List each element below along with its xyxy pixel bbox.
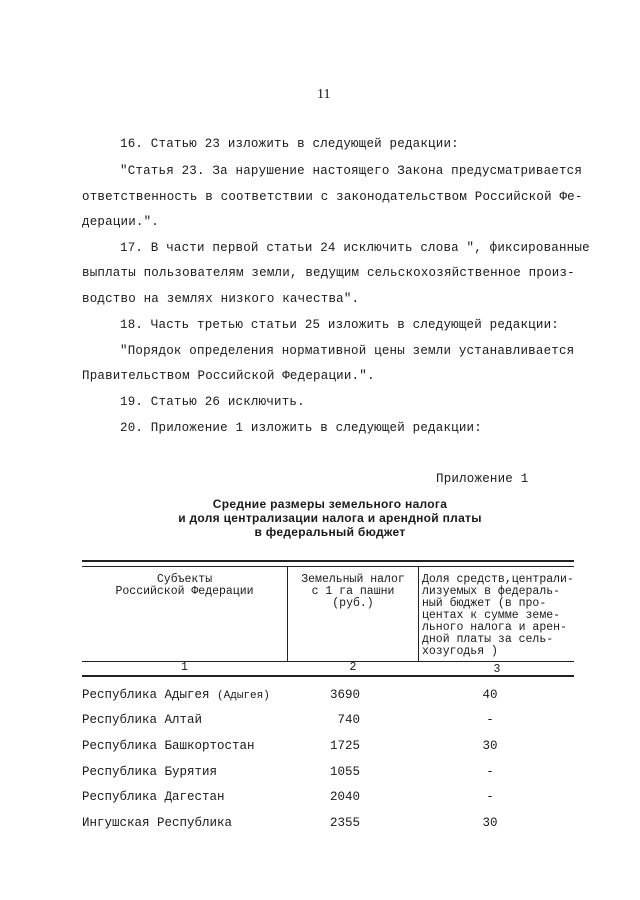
- region-name: Республика Башкортостан: [82, 739, 255, 753]
- tax-value: 740: [337, 713, 360, 727]
- column-header-tax: Земельный налог: [301, 573, 405, 586]
- column-header-share: Доля средств,централи-: [422, 573, 574, 586]
- column-header-subjects: Субъекты: [156, 573, 213, 586]
- column-header-tax: (руб.): [332, 597, 374, 610]
- region-name: Республика Алтай: [82, 713, 203, 727]
- paragraph-line: 17. В части первой статьи 24 исключить слова ", фиксированные: [120, 241, 590, 255]
- paragraph-line: 18. Часть третью статьи 25 изложить в следующей редакции:: [120, 318, 559, 332]
- column-number: 2: [349, 661, 357, 674]
- tax-value: 1055: [329, 765, 360, 779]
- tax-value: 3690: [329, 688, 360, 702]
- paragraph-line: дерации.".: [82, 215, 160, 229]
- region-name: Республика Бурятия: [82, 765, 218, 779]
- region-name: Республика Адыгея: [82, 688, 210, 702]
- share-value: 30: [482, 816, 498, 830]
- share-value: -: [486, 765, 494, 779]
- share-value: -: [486, 713, 494, 727]
- column-header-share: льного налога и арен-: [422, 621, 567, 634]
- table-top-rule-thin: [82, 566, 574, 567]
- table-title-line: и доля централизации налога и арендной платы: [178, 511, 482, 525]
- paragraph-line: Правительством Российской Федерации.".: [82, 369, 375, 383]
- column-divider: [418, 566, 419, 662]
- paragraph-line: "Порядок определения нормативной цены земли устанавливается: [120, 344, 575, 358]
- column-number: 3: [493, 663, 501, 676]
- table-title-line: в федеральный бюджет: [254, 525, 406, 539]
- table-title-line: Средние размеры земельного налога: [212, 497, 448, 511]
- paragraph-line: водство на землях низкого качества".: [82, 292, 360, 306]
- column-header-share: ный бюджет (в про-: [422, 597, 547, 610]
- region-name: Ингушская Республика: [82, 816, 233, 830]
- column-number: 1: [181, 661, 188, 674]
- column-header-share: центах к сумме земе-: [422, 609, 561, 622]
- column-header-subjects: Российской Федерации: [115, 585, 254, 598]
- region-note: (Адыгея): [217, 690, 270, 702]
- paragraph-line: ответственность в соответствии с законодательством Российской Фе-: [82, 190, 583, 204]
- paragraph-line: выплаты пользователям земли, ведущим сельскохозяйственное произ-: [82, 266, 575, 280]
- paragraph-line: 20. Приложение 1 изложить в следующей редакции:: [120, 421, 482, 435]
- tax-value: 2040: [329, 790, 360, 804]
- share-value: -: [486, 790, 494, 804]
- column-header-tax: с 1 га пашни: [311, 585, 395, 598]
- column-header-share: хозугодья ): [422, 645, 498, 658]
- appendix-label: Приложение 1: [436, 472, 529, 486]
- page-number: 11: [317, 87, 331, 102]
- share-value: 30: [482, 739, 498, 753]
- paragraph-line: 16. Статью 23 изложить в следующей редакции:: [120, 137, 459, 151]
- column-header-share: лизуемых в федераль-: [422, 585, 561, 598]
- paragraph-line: 19. Статью 26 исключить.: [120, 395, 305, 409]
- share-value: 40: [482, 688, 498, 702]
- table-top-rule: [82, 560, 574, 562]
- region-name: Республика Дагестан: [82, 790, 225, 804]
- paragraph-line: "Статья 23. За нарушение настоящего Закона предусматривается: [120, 164, 583, 178]
- tax-value: 1725: [329, 739, 360, 753]
- column-header-share: дной платы за сель-: [422, 633, 554, 646]
- tax-value: 2355: [329, 816, 360, 830]
